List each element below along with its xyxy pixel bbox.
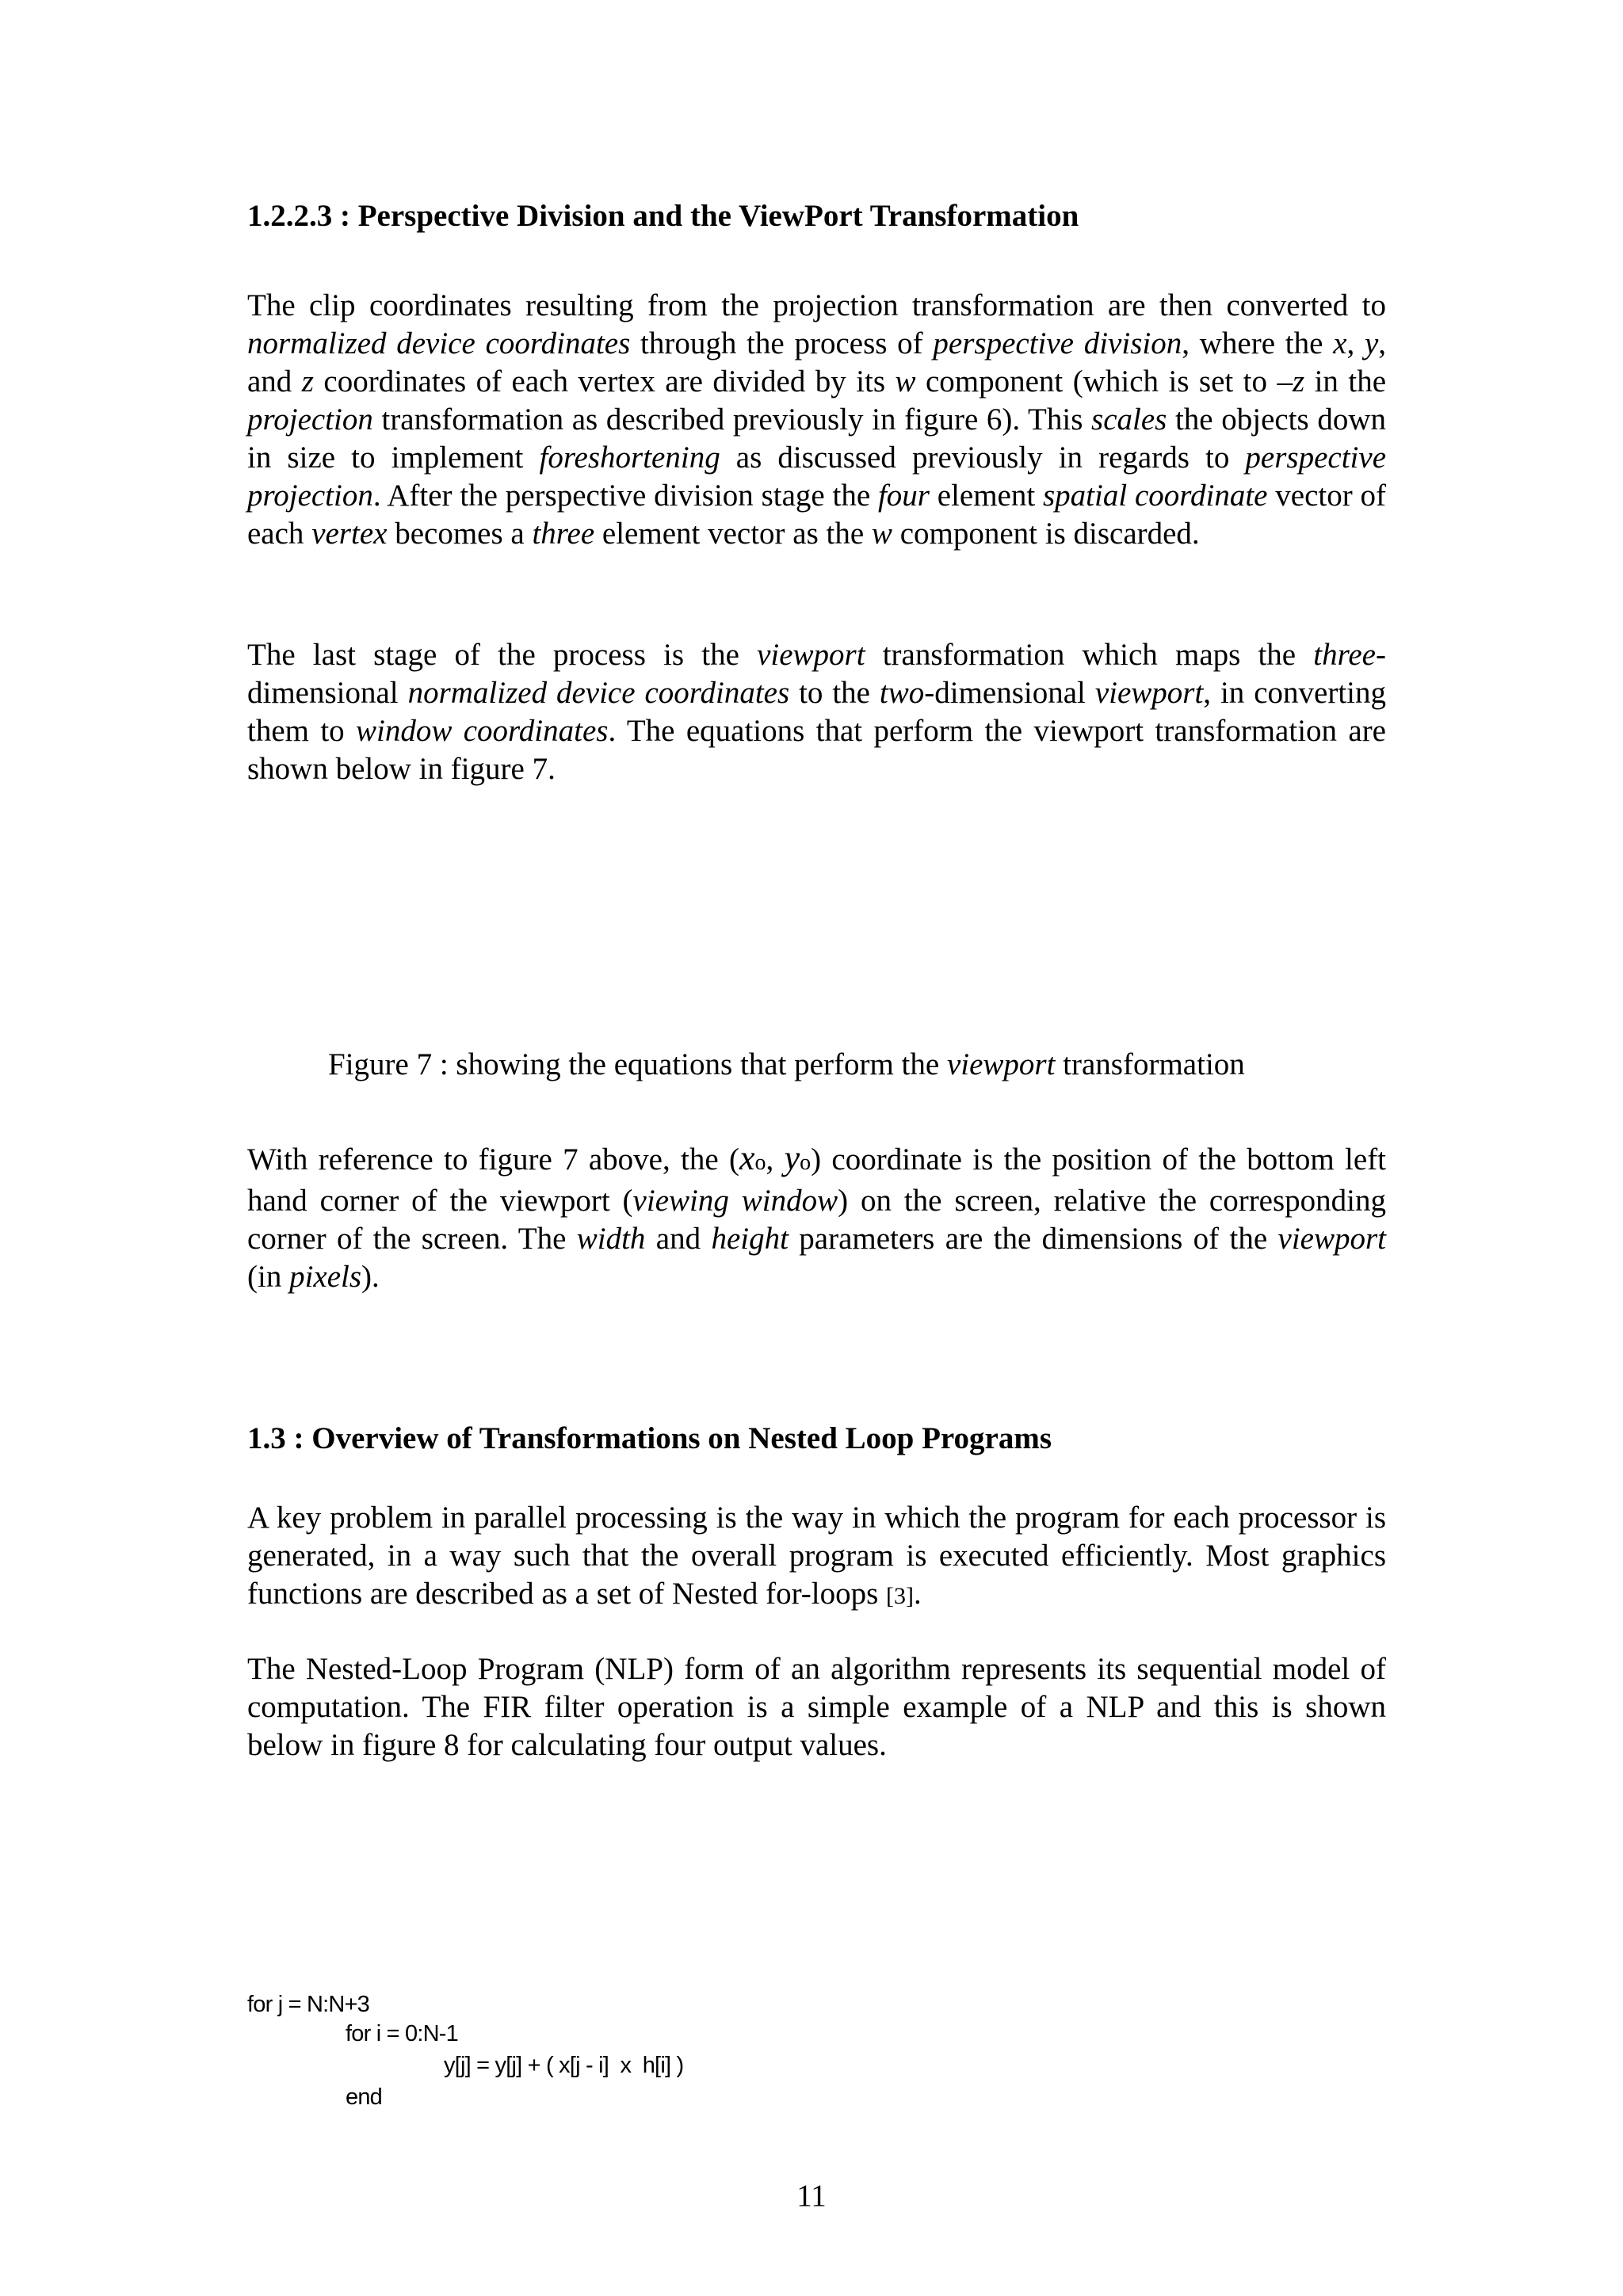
code-line-outer-loop: for j = N:N+3 (247, 1992, 369, 2017)
code-line-end: end (346, 2084, 382, 2110)
citation-reference: [3] (886, 1583, 915, 1609)
paragraph-viewport-origin: With reference to figure 7 above, the (xo, yo) coordinate is the position of the bottom left hand corner of the viewport (viewing window) on the screen, relative the corresponding corner of the screen. The width and height parameters are the dimensions of the viewport (in pixels). (247, 1138, 1387, 1294)
code-line-inner-loop: for i = 0:N-1 (346, 2021, 458, 2046)
paragraph-viewport-stage: The last stage of the process is the viewport transformation which maps the three-dimensional normalized device coordinates to the two-dimensional viewport, in converting them to window coordinates. The equations that perform the viewport transformation are shown below in figure 7. (247, 638, 1386, 786)
paragraph-nlp-form: The Nested-Loop Program (NLP) form of an algorithm represents its sequential model of computation. The FIR filter operation is a simple example of a NLP and this is shown below in figure 8 for calculating four output values. (247, 1652, 1386, 1762)
page-number: 11 (796, 2179, 827, 2213)
figure-7-placeholder (247, 800, 1386, 1038)
code-line-accumulate: y[j] = y[j] + ( x[j - i] x h[i] ) (444, 2053, 684, 2078)
paragraph-clip-coordinates: The clip coordinates resulting from the projection transformation are then converted to normalized device coordinates through the process of perspective division, where the x, y, and z coordinates of each vertex are divided by its w component (which is set to –z in the projection transformation as described previously in figure 6). This scales the objects down in size to implement foreshortening as discussed previously in regards to perspective projection. After the perspective division stage the four element spatial coordinate vector of each vertex becomes a three element vector as the w component is discarded. (247, 288, 1387, 551)
section-heading-nested-loop-programs: 1.3 : Overview of Transformations on Nested Loop Programs (247, 1421, 1052, 1455)
section-heading-perspective-division: 1.2.2.3 : Perspective Division and the ViewPort Transformation (247, 199, 1079, 233)
paragraph-parallel-processing: A key problem in parallel processing is the way in which the program for each processor is generated, in a way such that the overall program is executed efficiently. Most graphics functions are described as a set of Nested for-loops [3]. (247, 1501, 1386, 1611)
figure-7-caption: Figure 7 : showing the equations that perform the viewport transformation (328, 1047, 1245, 1081)
